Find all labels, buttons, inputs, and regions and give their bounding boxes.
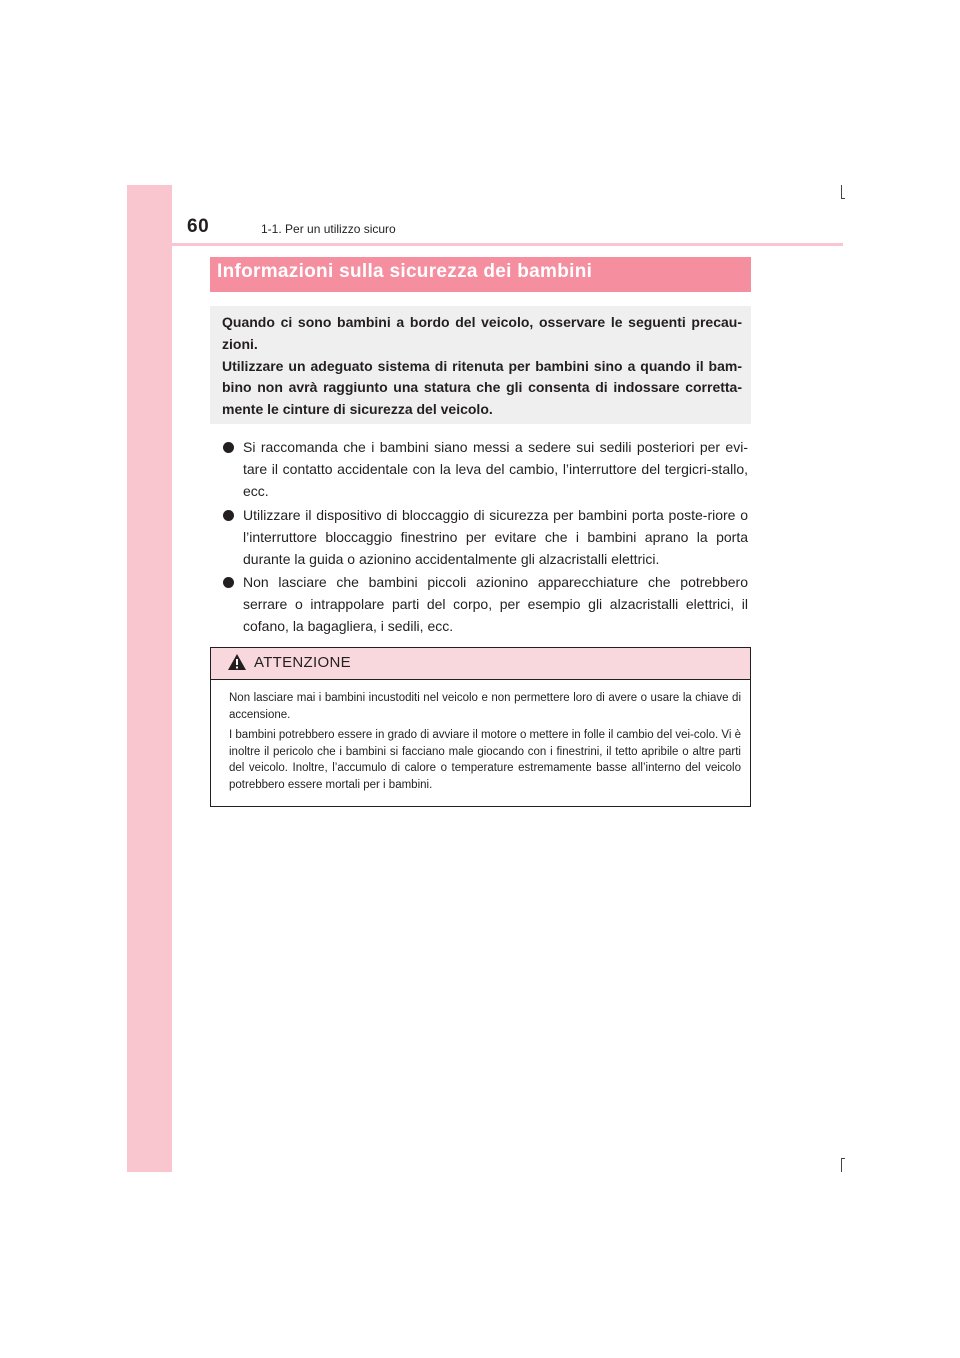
chapter-side-band bbox=[127, 185, 172, 1172]
intro-box bbox=[210, 306, 751, 424]
page-number: 60 bbox=[187, 216, 210, 237]
crop-mark-bottom bbox=[841, 1158, 842, 1172]
list-item-text: Si raccomanda che i bambini siano messi a sedere sui sedili posteriori per evi-tare il contatto accidentale con la leva del cambio, l’interruttore del tergicri-stallo, ecc. bbox=[243, 439, 748, 499]
warning-header bbox=[211, 648, 750, 680]
bullet-dot-icon bbox=[223, 442, 234, 453]
warning-paragraph-2: I bambini potrebbero essere in grado di avviare il motore o mettere in folle il cambio del vei-colo. Vi è inoltre il pericolo che i bambini si facciano male giocando con i finestrini, il tetto apribile o altre parti del veicolo. Inoltre, l’accumulo di calore o temperature estremamente basse all’interno del veicolo potrebbero essere mortali per i bambini. bbox=[229, 729, 741, 791]
header-rule bbox=[127, 243, 843, 246]
list-item bbox=[222, 571, 748, 637]
intro-paragraph-2: Utilizzare un adeguato sistema di ritenuta per bambini sino a quando il bam-bino non avrà raggiunto una statura che gli consenta di indossare corretta-mente le cinture di sicurezza del veicolo. bbox=[222, 357, 742, 418]
warning-title: ATTENZIONE bbox=[254, 654, 351, 671]
section-title: Informazioni sulla sicurezza dei bambini bbox=[217, 261, 593, 282]
list-item bbox=[222, 436, 748, 502]
bullet-dot-icon bbox=[223, 577, 234, 588]
list-item-text: Utilizzare il dispositivo di bloccaggio di sicurezza per bambini porta poste-riore o l’interruttore bloccaggio finestrino per evitare che i bambini aprano la porta durante la guida o azionino accidentalmente gli alzacristalli elettrici. bbox=[243, 506, 748, 567]
bullet-list bbox=[222, 436, 748, 639]
bullet-dot-icon bbox=[223, 510, 234, 521]
list-item bbox=[222, 504, 748, 570]
warning-triangle-icon bbox=[227, 653, 247, 671]
section-label: 1-1. Per un utilizzo sicuro bbox=[261, 222, 396, 236]
warning-box bbox=[210, 647, 751, 807]
intro-text bbox=[222, 312, 742, 421]
warning-paragraph-1: Non lasciare mai i bambini incustoditi nel veicolo e non permettere loro di avere o usare la chiave di accensione. bbox=[229, 692, 741, 721]
crop-mark-top bbox=[841, 185, 842, 199]
section-title-bar bbox=[210, 257, 751, 292]
intro-paragraph-1: Quando ci sono bambini a bordo del veicolo, osservare le seguenti precau-zioni. bbox=[222, 314, 742, 352]
warning-body bbox=[229, 690, 741, 797]
list-item-text: Non lasciare che bambini piccoli azionino apparecchiature che potrebbero serrare o intrappolare parti del corpo, per esempio gli alzacristalli elettrici, il cofano, la bagagliera, i sedili, ecc. bbox=[243, 574, 748, 634]
